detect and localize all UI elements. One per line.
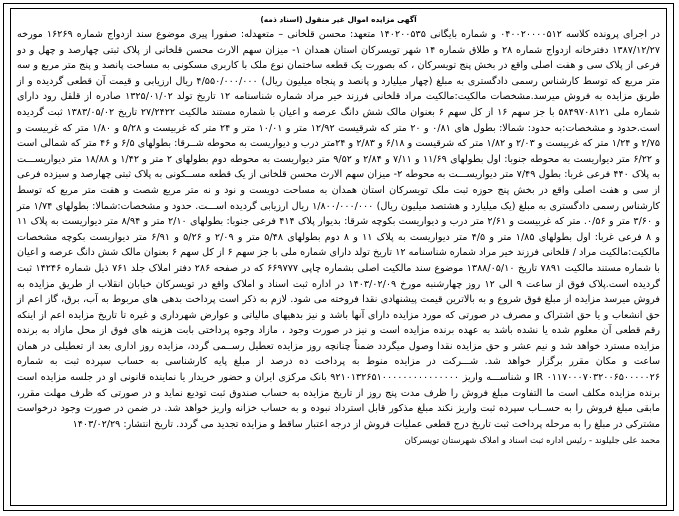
notice-inner-frame [10,8,667,506]
notice-signature: محمد علی جلیلوند - رئیس اداره ثبت اسناد و املاک شهرستان تویسرکان [404,436,660,447]
notice-outer-frame [3,3,674,511]
notice-body: در اجرای پرونده کلاسه ۰۴۰۰۲۰۰۰۰۵۱۲ و شماره بایگانی ۱۴۰۲۰۰۵۳۵ متعهد: محسن قلخانی – متعهدله: صفورا پیری موضوع سند ازدواج شماره ۱۶۲۶۹ مورخه ۱۳۸۷/۱۲/۲۷ دفترخانه ازدواج شماره ۲۸ و طلاق شماره ۱۴ شهر تویسرکان استان همدان ۱- میزان سهم الارث محسن قلخانی از پلاک ثبتی چهارصد و چهل و دو فرعی از پلاک سی و هفت اصلی واقع در بخش پنج تویسرکان ، که بصورت یک قطعه ساختمان نوع ملک با کاربری مسکونی به مساحت پانصد و پنج متر مربع و سه متر مربع که توسط کارشناس رسمی دادگستری به مبلغ (چهار میلیارد و پانصد و پنجاه میلیون ریال) ۴/۵۵۰/۰۰۰/۰۰۰ ریال ارزیابی و قیمت آن قطعی گردیده و از طریق مزایده به فروش میرسد.مشخصات مالکیت:مالکیت مراد قلخانی فرزند خیر مراد شماره شناسنامه ۱۲ تاریخ تولد ۱۳۲۵/۰۱/۰۲ صادره از قلقل رود دارای شماره ملی ۵۸۴۹۷۰۸۱۲۱ با جز سهم ۱۶ از کل سهم ۶ بعنوان مالک شش دانگ عرصه و اعیان با شماره مستند مالکیت ۲۷/۲۴۲۲ تاریخ ۱۳۸۳/۰۵/۰۲ ثبت گردیده است.حدود و مشخصات:به حدود: شمالا: بطول های ۰/۸۱ و ۲۰ متر که شرقیست ۱۲/۹۲ متر و ۱۰/۰۱ متر و ۲۴ متر که غربیست و ۵/۲۸ و ۱/۸۰ متر که غربیست و ۲/۷۵ و ۱/۲۴ متر که غربیست و ۲/۰۳ و ۱/۸۲ متر که شرقیست و ۶/۱۸ و ۲/۸۳ و ۲۴متر درب و دیواریست به محوطه شــرقا: بطولهای ۶/۵ و ۴۶ متر که شمالی است و ۶/۲۲ متر دیواریست به محوطه جنوبا: اول بطولهای ۱۱/۶۹ و ۷/۱۱ و ۲/۸۴ و ۹/۵۲ متر دیواریست به محوطه دوم بطولهای ۲ متر و ۱/۴۲ و ۱۸/۸۸ متر دیواریســـت به پلاک ۴۴۰ فرعی غربا: بطول ۷/۴۹ متر دیواریســـت به محوطه ۲- میزان سهم الارث محسن قلخانی از یک قطعه مســکونی به پلاک ثبتی چهارصد و سیزده فرعی از سی و هفت اصلی واقع در بخش پنج حوزه ثبت ملک تویسرکان استان همدان به مساحت دویست و نود و نه متر مربع شصت و هفت متر مربع که توسط کارشناس رسمی دادگستری به مبلغ (یک میلیارد و هشتصد میلیون ریال) ۱/۸۰۰/۰۰۰/۰۰۰ ریال ارزیابی گردیده اســـت. حدود و مشخصات:شمالا: بطولهای ۱/۷۴ متر و ۳/۶۰ متر و ۰/۵۶. متر که غربیست و ۲/۶۱ متر درب و دیواریست بکوچه شرقا: بدیوار پلاک ۴۱۴ فرعی جنوبا: بطولهای ۲/۱۰ متر و ۸/۹۴ متر دیواریست به پلاک ۱۱ و ۸ فرعی غربا: اول بطولهای ۱/۸۵ متر و ۴/۵ متر دیواریست به پلاک ۱۱ و ۸ دوم بطولهای ۵/۴۸ متر و ۲/۰۹ و ۵/۲۶ و ۶/۹۱ متر دیواریست بکوچه مشخصات مالکیت:مالکیت مراد / قلخانی فرزند خیر مراد شماره شناسنامه ۱۲ تاریخ تولد دارای شماره ملی با جز سهم ۶ از کل سهم ۶ بعنوان مالک شش دانگ عرصه و اعیان با شماره مستند مالکیت ۷۸۹۱ تاریخ ۱۳۸۸/۰۵/۱۰ موضوع سند مالکیت اصلی بشماره چاپی ۶۶۹۷۷۷ که در صفحه ۲۸۶ دفتر املاک جلد ۷۶۱ ذیل شماره ۱۴۲۴۶ ثبت گردیده است.پلاک فوق از ساعت ۹ الی ۱۲ روز چهارشنبه مورخ ۱۴۰۳/۰۲/۰۹ در اداره ثبت اسناد و املاک واقع در تویسرکان خیابان انقلاب از طریق مزایده به فروش میرسد مزایده از مبلغ فوق شروع و به بالاترین قیمت پیشنهادی نقدا فروخته می شود. لازم به ذکر است پرداخت بدهی های مربوط به آب، برق، گاز اعم از حق انشعاب و یا حق اشتراک و مصرف در صورتی که مورد مزایده دارای آنها باشد و نیز بدهیهای مالیاتی و عوارض شهرداری و غیره تا تاریخ مزایده اعم از اینکه رقم قطعی آن معلوم شده یا نشده باشد به عهده برنده مزایده است و نیز در صورت وجود ، مازاد وجوه پرداختی بابت هزینه های فوق از محل مازاد به برنده مزایده مسترد خواهد شد و نیم عشر و حق مزایده نقدا وصول میگردد ضمناً چنانچه روز مزایده تعطیل رســمی گردد، مزایده روز اداری بعد از تعطیلی در همان ساعت و مکان مقرر برگزار خواهد شد. شـــرکت در مزایده منوط به پرداخت ده درصد از مبلغ پایه کارشناسی به حساب سپرده ثبت به شماره ۰۱۱۷۰۰۰۷۰۳۲۰۰۶۵۰۰۰۰۰۲۶ IR و شناســـه واریز ۹۲۱۰۱۳۲۶۵۱۰۰۰۰۰۰۰۰۰۰۰۰۰۰۰ بانک مرکزی ایران و حضور خریدار یا نماینده قانونی او در جلسه مزایده است برنده مزایده مکلف است ما التفاوت مبلغ فروش را ظرف مدت پنج روز از تاریخ مزایده به حساب صندوق ثبت تودیع نماید و در صورتی که ظرف مهلت مقرر، مابقی مبلغ فروش را به حســاب سپرده ثبت واریز نکند مبلغ مذکور قابل استرداد نبوده و به حساب خزانه واریز خواهد شد. در ضمن در صورت وجود درخواست مشترکی در مبلغ را به مرحله پرداخت ثبت تاریخ درج قطعی عملیات فروش از درجه اعتبار ساقط و مزایده تجدید می گردد. تاریخ انتشار: ۱۴۰۳/۰۲/۲۹ [17,29,661,430]
notice-heading: آگهی مزایده اموال غیر منقول (اسناد ذمه) [260,15,417,24]
